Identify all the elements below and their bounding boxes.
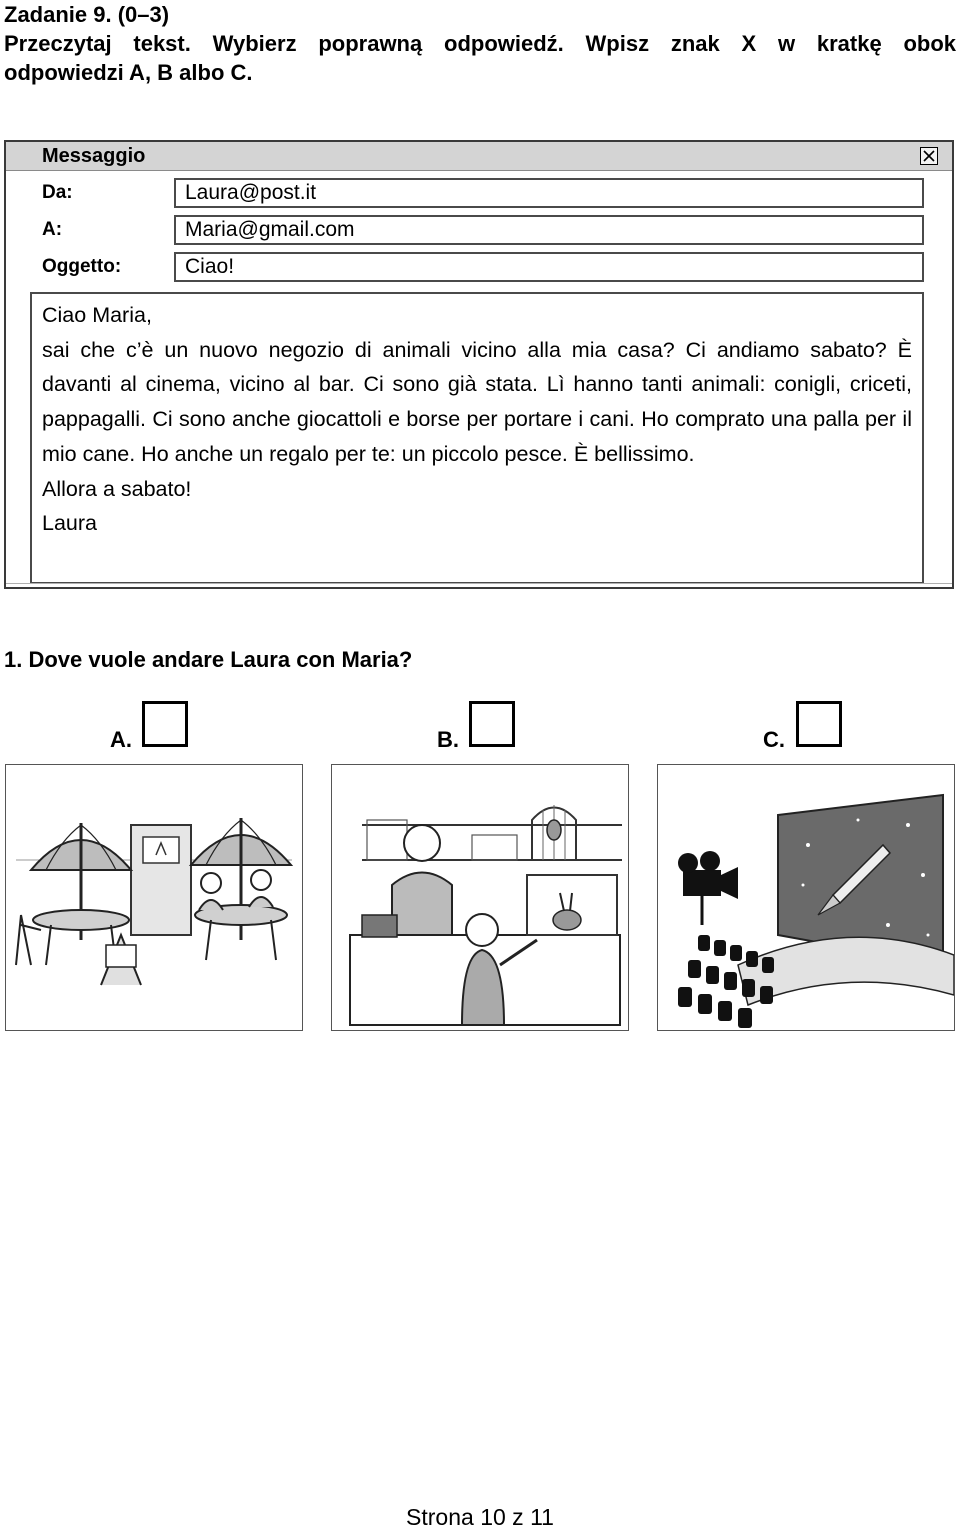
message-greeting: Ciao Maria, [42,303,152,327]
question-text: 1. Dove vuole andare Laura con Maria? [4,647,413,672]
option-b-picture-pet-shop[interactable] [331,764,629,1031]
page-number: Strona 10 z 11 [406,1504,554,1530]
message-window [4,140,954,589]
to-field[interactable]: Maria@gmail.com [174,215,924,245]
to-label: A: [42,219,63,240]
from-field[interactable]: Laura@post.it [174,178,924,208]
option-b-label: B. [437,727,459,752]
message-text: sai che c’è un nuovo negozio di animali vicino alla mia casa? Ci andiamo sabato? È davanti al cinema, vicino al bar. Ci sono già stata. Lì hanno tanti animali: conigli, criceti, pappagalli. Ci sono anche giocattoli e borse per portare i cani. Ho comprato una palla per il mio cane. Ho anche un regalo per te: un piccolo pesce. È bellissimo. [42,337,912,466]
from-label: Da: [42,182,73,203]
option-a-picture-cafe[interactable] [5,764,303,1031]
message-closing: Allora a sabato! [42,476,192,501]
message-signature: Laura [42,511,97,536]
option-c-picture-cinema[interactable] [657,764,955,1031]
option-a-label: A. [110,727,132,752]
option-b-checkbox[interactable] [469,701,515,747]
task-instruction-cont: odpowiedzi A, B albo C. [4,60,253,85]
subject-label: Oggetto: [42,256,122,277]
close-icon[interactable] [920,147,938,165]
message-body[interactable] [30,292,924,584]
option-c-checkbox[interactable] [796,701,842,747]
task-title: Zadanie 9. (0–3) [4,2,170,27]
message-window-title: Messaggio [42,145,146,167]
option-a-checkbox[interactable] [142,701,188,747]
task-header [4,0,956,87]
option-c-label: C. [763,727,785,752]
subject-field[interactable]: Ciao! [174,252,924,282]
task-instruction: Przeczytaj tekst. Wybierz poprawną odpowiedź. Wpisz znak X w kratkę obok [4,31,956,56]
status-ruler [6,583,952,587]
message-titlebar [6,142,952,171]
